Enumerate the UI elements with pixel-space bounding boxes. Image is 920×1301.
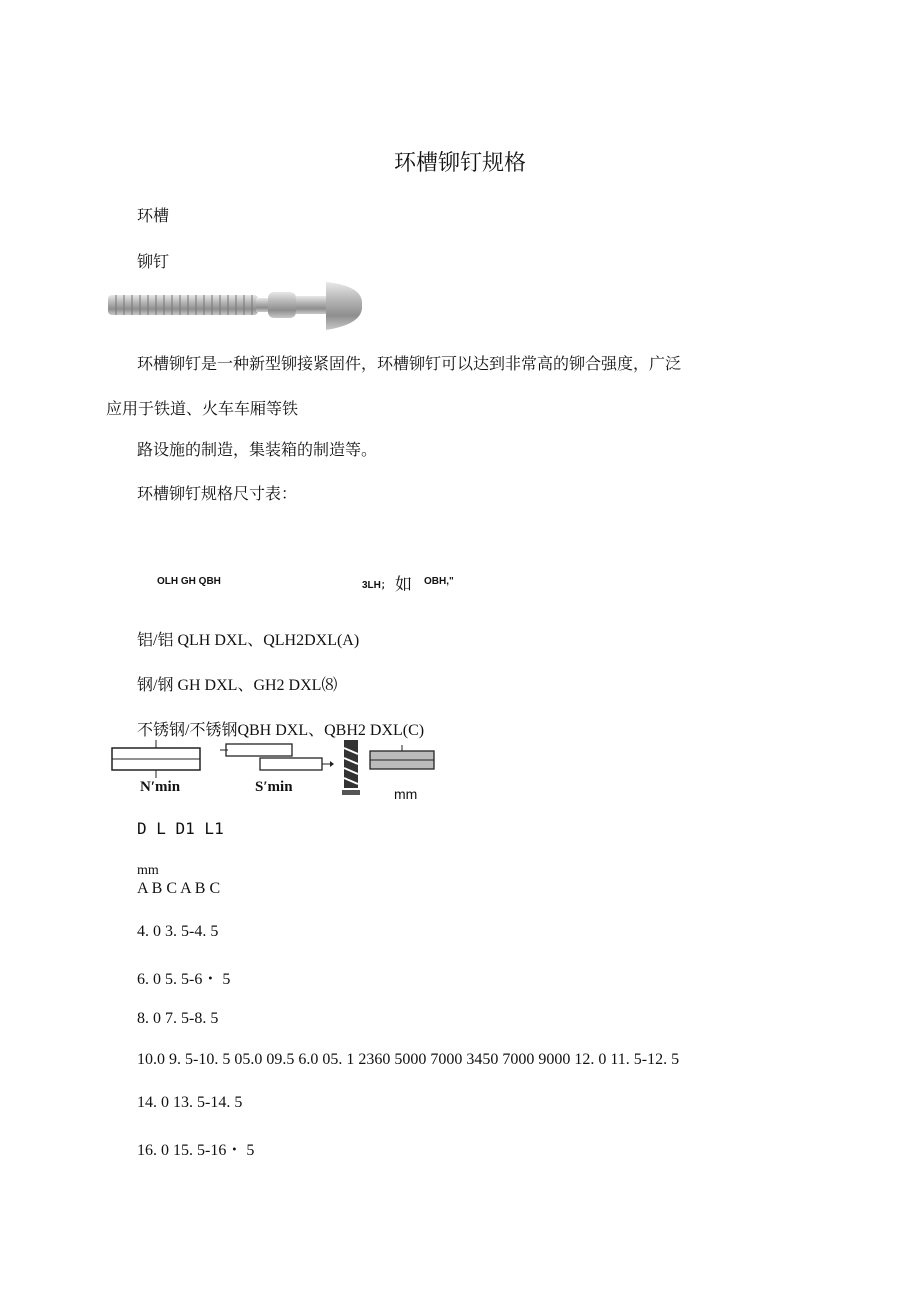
table-row: 4. 0 3. 5-4. 5 bbox=[137, 923, 219, 940]
table-row: 10.0 9. 5-10. 5 05.0 09.5 6.0 05. 1 2360 5000 7000 3450 7000 9000 12. 0 11. 5-12. 5 bbox=[137, 1051, 680, 1068]
rivet-image bbox=[106, 278, 364, 336]
type-header-left: OLH GH QBH bbox=[157, 576, 221, 587]
drill-diagram bbox=[340, 738, 362, 798]
s-min-label: S′min bbox=[255, 779, 293, 795]
type-header-right: OBH," bbox=[424, 576, 454, 587]
intro-paragraph-line2: 应用于铁道、火车车厢等铁 bbox=[106, 399, 299, 418]
heading-maoding: 铆钉 bbox=[137, 252, 170, 271]
spec-table-heading: 环槽铆钉规格尺寸表： bbox=[137, 484, 298, 503]
column-labels: D L D1 L1 bbox=[137, 819, 224, 838]
abc-header: A B C A B C bbox=[137, 880, 221, 897]
table-row: 16. 0 15. 5-16・ 5 bbox=[137, 1142, 255, 1159]
intro-paragraph-line3: 路设施的制造，集装箱的制造等。 bbox=[137, 440, 378, 459]
plate-diagram bbox=[368, 745, 438, 775]
unit-label: mm bbox=[137, 863, 159, 878]
material-stainless: 不锈钢/不锈钢QBH DXL、QBH2 DXL(C) bbox=[137, 722, 425, 739]
table-row: 8. 0 7. 5-8. 5 bbox=[137, 1010, 219, 1027]
heading-huancao: 环槽 bbox=[137, 206, 170, 225]
diagram-mm-label: mm bbox=[394, 786, 418, 802]
n-min-label: N′min bbox=[140, 779, 181, 795]
type-header-char: 如 bbox=[395, 575, 412, 595]
page-title: 环槽铆钉规格 bbox=[393, 151, 526, 176]
material-steel: 钢/钢 GH DXL、GH2 DXL⑻ bbox=[137, 677, 338, 694]
table-row: 14. 0 13. 5-14. 5 bbox=[137, 1094, 243, 1111]
type-header-mid: 3LH； bbox=[362, 580, 391, 591]
intro-paragraph-line1: 环槽铆钉是一种新型铆接紧固件，环槽铆钉可以达到非常高的铆合强度，广泛 bbox=[137, 354, 682, 373]
material-aluminium: 铝/铝 QLH DXL、QLH2DXL(A) bbox=[137, 632, 360, 649]
table-row: 6. 0 5. 5-6・ 5 bbox=[137, 971, 231, 988]
